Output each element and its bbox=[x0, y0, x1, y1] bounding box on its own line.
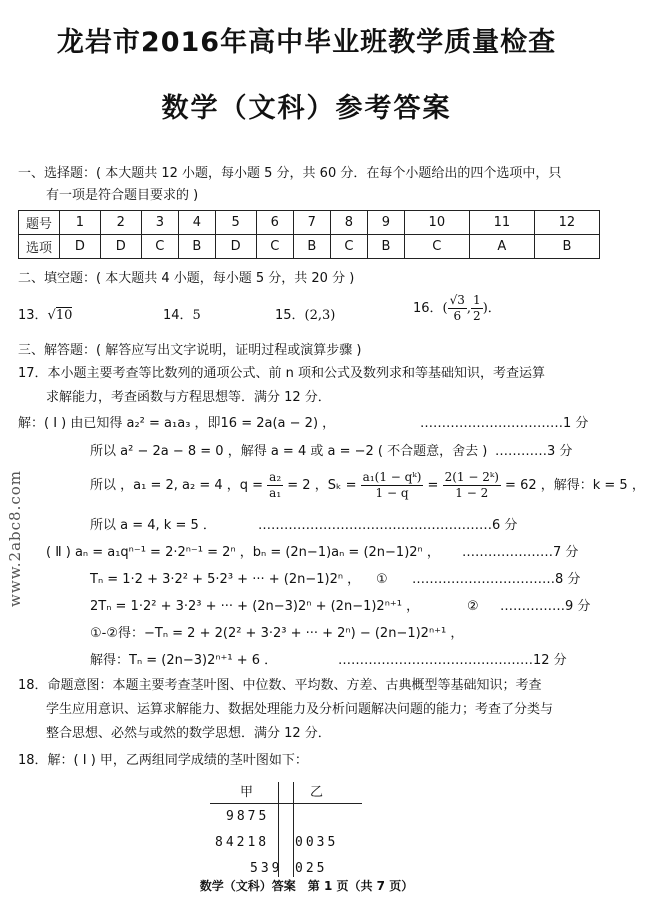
table-cell: 1 bbox=[60, 211, 101, 235]
table-cell: 6 bbox=[256, 211, 293, 235]
table-cell: B bbox=[293, 235, 330, 259]
q13-answer: 10 bbox=[55, 308, 73, 323]
q17-line-9: 解得：Tₙ = (2n−3)2ⁿ⁺¹ + 6 ． bbox=[90, 653, 278, 668]
table-cell: 2 bbox=[100, 211, 141, 235]
table-cell: 12 bbox=[534, 211, 599, 235]
q17-line-7: 2Tₙ = 1·2² + 3·2³ + ··· + (2n−3)2ⁿ + (2n−1)2ⁿ⁺¹ ， bbox=[90, 599, 420, 614]
q16-frac-2: $\frac{1}{2}$ bbox=[473, 293, 481, 323]
stem-row-2-left: 84218 bbox=[215, 835, 270, 850]
table-cell: 7 bbox=[293, 211, 330, 235]
page-title: 龙岩市2016年高中毕业班教学质量检查 bbox=[56, 27, 557, 58]
table-cell: C bbox=[404, 235, 469, 259]
table-cell: 5 bbox=[215, 211, 256, 235]
q17-line-1: 解：( Ⅰ ) 由已知得 a₂² = a₁a₃ ，即16 = 2a(a − 2) ， bbox=[18, 416, 336, 431]
table-cell: 4 bbox=[179, 211, 216, 235]
sum-fraction: $\frac{\text{a₁(1 − qᵏ)}}{1 - q}$ bbox=[362, 470, 422, 500]
table-cell: D bbox=[100, 235, 141, 259]
q15-answer: (2,3) bbox=[304, 308, 336, 323]
section1-heading-cont: 有一项是符合题目要求的 ) bbox=[46, 188, 199, 203]
q17-line-6: Tₙ = 1·2 + 3·2² + 5·2³ + ··· + (2n−1)2ⁿ ， bbox=[90, 572, 361, 587]
q18-intro-1: 18．命题意图：本题主要考查茎叶图、中位数、平均数、方差、古典概型等基础知识；考查 bbox=[18, 678, 542, 693]
q17-score-7: ………………………………………12 分 bbox=[338, 653, 567, 668]
q17-line-2: 所以 a² − 2a − 8 = 0 ，解得 a = 4 或 a = −2 ( 不合题意，舍去 ) bbox=[90, 444, 488, 459]
q17-line-8: ①-②得：−Tₙ = 2 + 2(2² + 3·2³ + ··· + 2ⁿ) − (2n−1)2ⁿ⁺¹ ， bbox=[90, 626, 464, 641]
fill-q16: 16．( $\frac{√3}{6}$ , $\frac{1}{2}$ )． bbox=[413, 293, 501, 323]
stem-top-rule bbox=[210, 803, 362, 804]
table-cell: B bbox=[534, 235, 599, 259]
q17-score-4: …………………7 分 bbox=[462, 545, 579, 560]
stem-row-1-left: 9875 bbox=[226, 809, 270, 824]
q13-label: 13． bbox=[18, 308, 48, 323]
fill-q13 bbox=[18, 307, 72, 325]
q17-line-5: ( Ⅱ ) aₙ = a₁qⁿ⁻¹ = 2·2ⁿ⁻¹ = 2ⁿ ，bₙ = (2n−1)aₙ = (2n−1)2ⁿ ， bbox=[46, 545, 440, 560]
eq-marker-1: ① bbox=[376, 572, 388, 587]
table-row-answers bbox=[19, 235, 600, 259]
sum-fraction-numeric: $\frac{\text{2(1 − 2ᵏ)}}{1 - 2}$ bbox=[444, 470, 499, 500]
section2-heading: 二、填空题：( 本大题共 4 小题，每小题 5 分，共 20 分 ) bbox=[18, 271, 355, 286]
table-cell: 3 bbox=[141, 211, 178, 235]
q18-intro-3: 整合思想、必然与或然的数学思想．满分 12 分． bbox=[46, 726, 331, 741]
table-cell: D bbox=[60, 235, 101, 259]
table-cell: 9 bbox=[368, 211, 405, 235]
stem-row-2-right: 0035 bbox=[295, 835, 339, 850]
q17-score-5: ……………………………8 分 bbox=[412, 572, 581, 587]
table-cell: D bbox=[215, 235, 256, 259]
q17-line-3: 所以 ，a₁ = 2, a₂ = 4 ，q = $\frac{\text{a₂}}{\text{a₁}}$ = 2 ，Sₖ = $\frac{\text{a₁(1 − qᵏ)}}{1 - q}$ = $\frac{\text{2(1 − 2ᵏ)}}{1 - 2}$ = 62 ，解得：k = 5 ， bbox=[90, 470, 645, 500]
table-cell: C bbox=[141, 235, 178, 259]
q17-intro-2: 求解能力，考查函数与方程思想等．满分 12 分． bbox=[46, 390, 331, 405]
page-subtitle: 数学（文科）参考答案 bbox=[161, 93, 452, 124]
q18-solution-heading: 18．解：( Ⅰ ) 甲，乙两组同学成绩的茎叶图如下： bbox=[18, 753, 308, 768]
table-cell: C bbox=[256, 235, 293, 259]
q17-line-4: 所以 a = 4, k = 5 ． bbox=[90, 518, 216, 533]
table-header-cell: 题号 bbox=[19, 211, 60, 235]
table-cell: 11 bbox=[469, 211, 534, 235]
eq-marker-2: ② bbox=[467, 599, 479, 614]
table-cell: B bbox=[179, 235, 216, 259]
sqrt-icon: √ bbox=[47, 308, 56, 323]
q17-score-6: ……………9 分 bbox=[500, 599, 591, 614]
watermark: www.2abc8.com bbox=[6, 470, 24, 607]
stem-right-rule bbox=[293, 782, 294, 877]
q17-score-2: …………3 分 bbox=[495, 444, 573, 459]
answer-table bbox=[18, 210, 600, 259]
q17-score-1: ……………………………1 分 bbox=[420, 416, 589, 431]
stem-right-header: 乙 bbox=[310, 785, 324, 800]
page-footer: 数学（文科）答案 第 1 页（共 7 页） bbox=[199, 879, 414, 893]
table-header-cell: 选项 bbox=[19, 235, 60, 259]
table-cell: 8 bbox=[330, 211, 367, 235]
fill-q14 bbox=[163, 307, 201, 325]
q18-intro-2: 学生应用意识、运算求解能力、数据处理能力及分析问题解决问题的能力；考查了分类与 bbox=[46, 702, 554, 717]
q16-label: 16． bbox=[413, 301, 443, 316]
section1-heading: 一、选择题：( 本大题共 12 小题，每小题 5 分，共 60 分．在每个小题给出的四个选项中，只 bbox=[18, 166, 562, 181]
q17-score-3: ………………………………………………6 分 bbox=[258, 518, 518, 533]
q14-answer: 5 bbox=[192, 308, 201, 323]
stem-row-3-left: 539 bbox=[250, 861, 283, 876]
q14-label: 14． bbox=[163, 308, 193, 323]
q15-label: 15． bbox=[275, 308, 305, 323]
table-row-numbers bbox=[19, 211, 600, 235]
section3-heading: 三、解答题：( 解答应写出文字说明，证明过程或演算步骤 ) bbox=[18, 343, 362, 358]
stem-row-3-right: 025 bbox=[295, 861, 328, 876]
q16-frac-1: $\frac{√3}{6}$ bbox=[449, 293, 465, 323]
stem-left-header: 甲 bbox=[240, 785, 254, 800]
q-fraction: $\frac{\text{a₂}}{\text{a₁}}$ bbox=[269, 470, 282, 500]
table-cell: B bbox=[368, 235, 405, 259]
table-cell: A bbox=[469, 235, 534, 259]
q17-intro-1: 17．本小题主要考查等比数列的通项公式、前 n 项和公式及数列求和等基础知识，考查运算 bbox=[18, 366, 546, 381]
table-cell: C bbox=[330, 235, 367, 259]
fill-q15 bbox=[275, 307, 335, 325]
table-cell: 10 bbox=[404, 211, 469, 235]
